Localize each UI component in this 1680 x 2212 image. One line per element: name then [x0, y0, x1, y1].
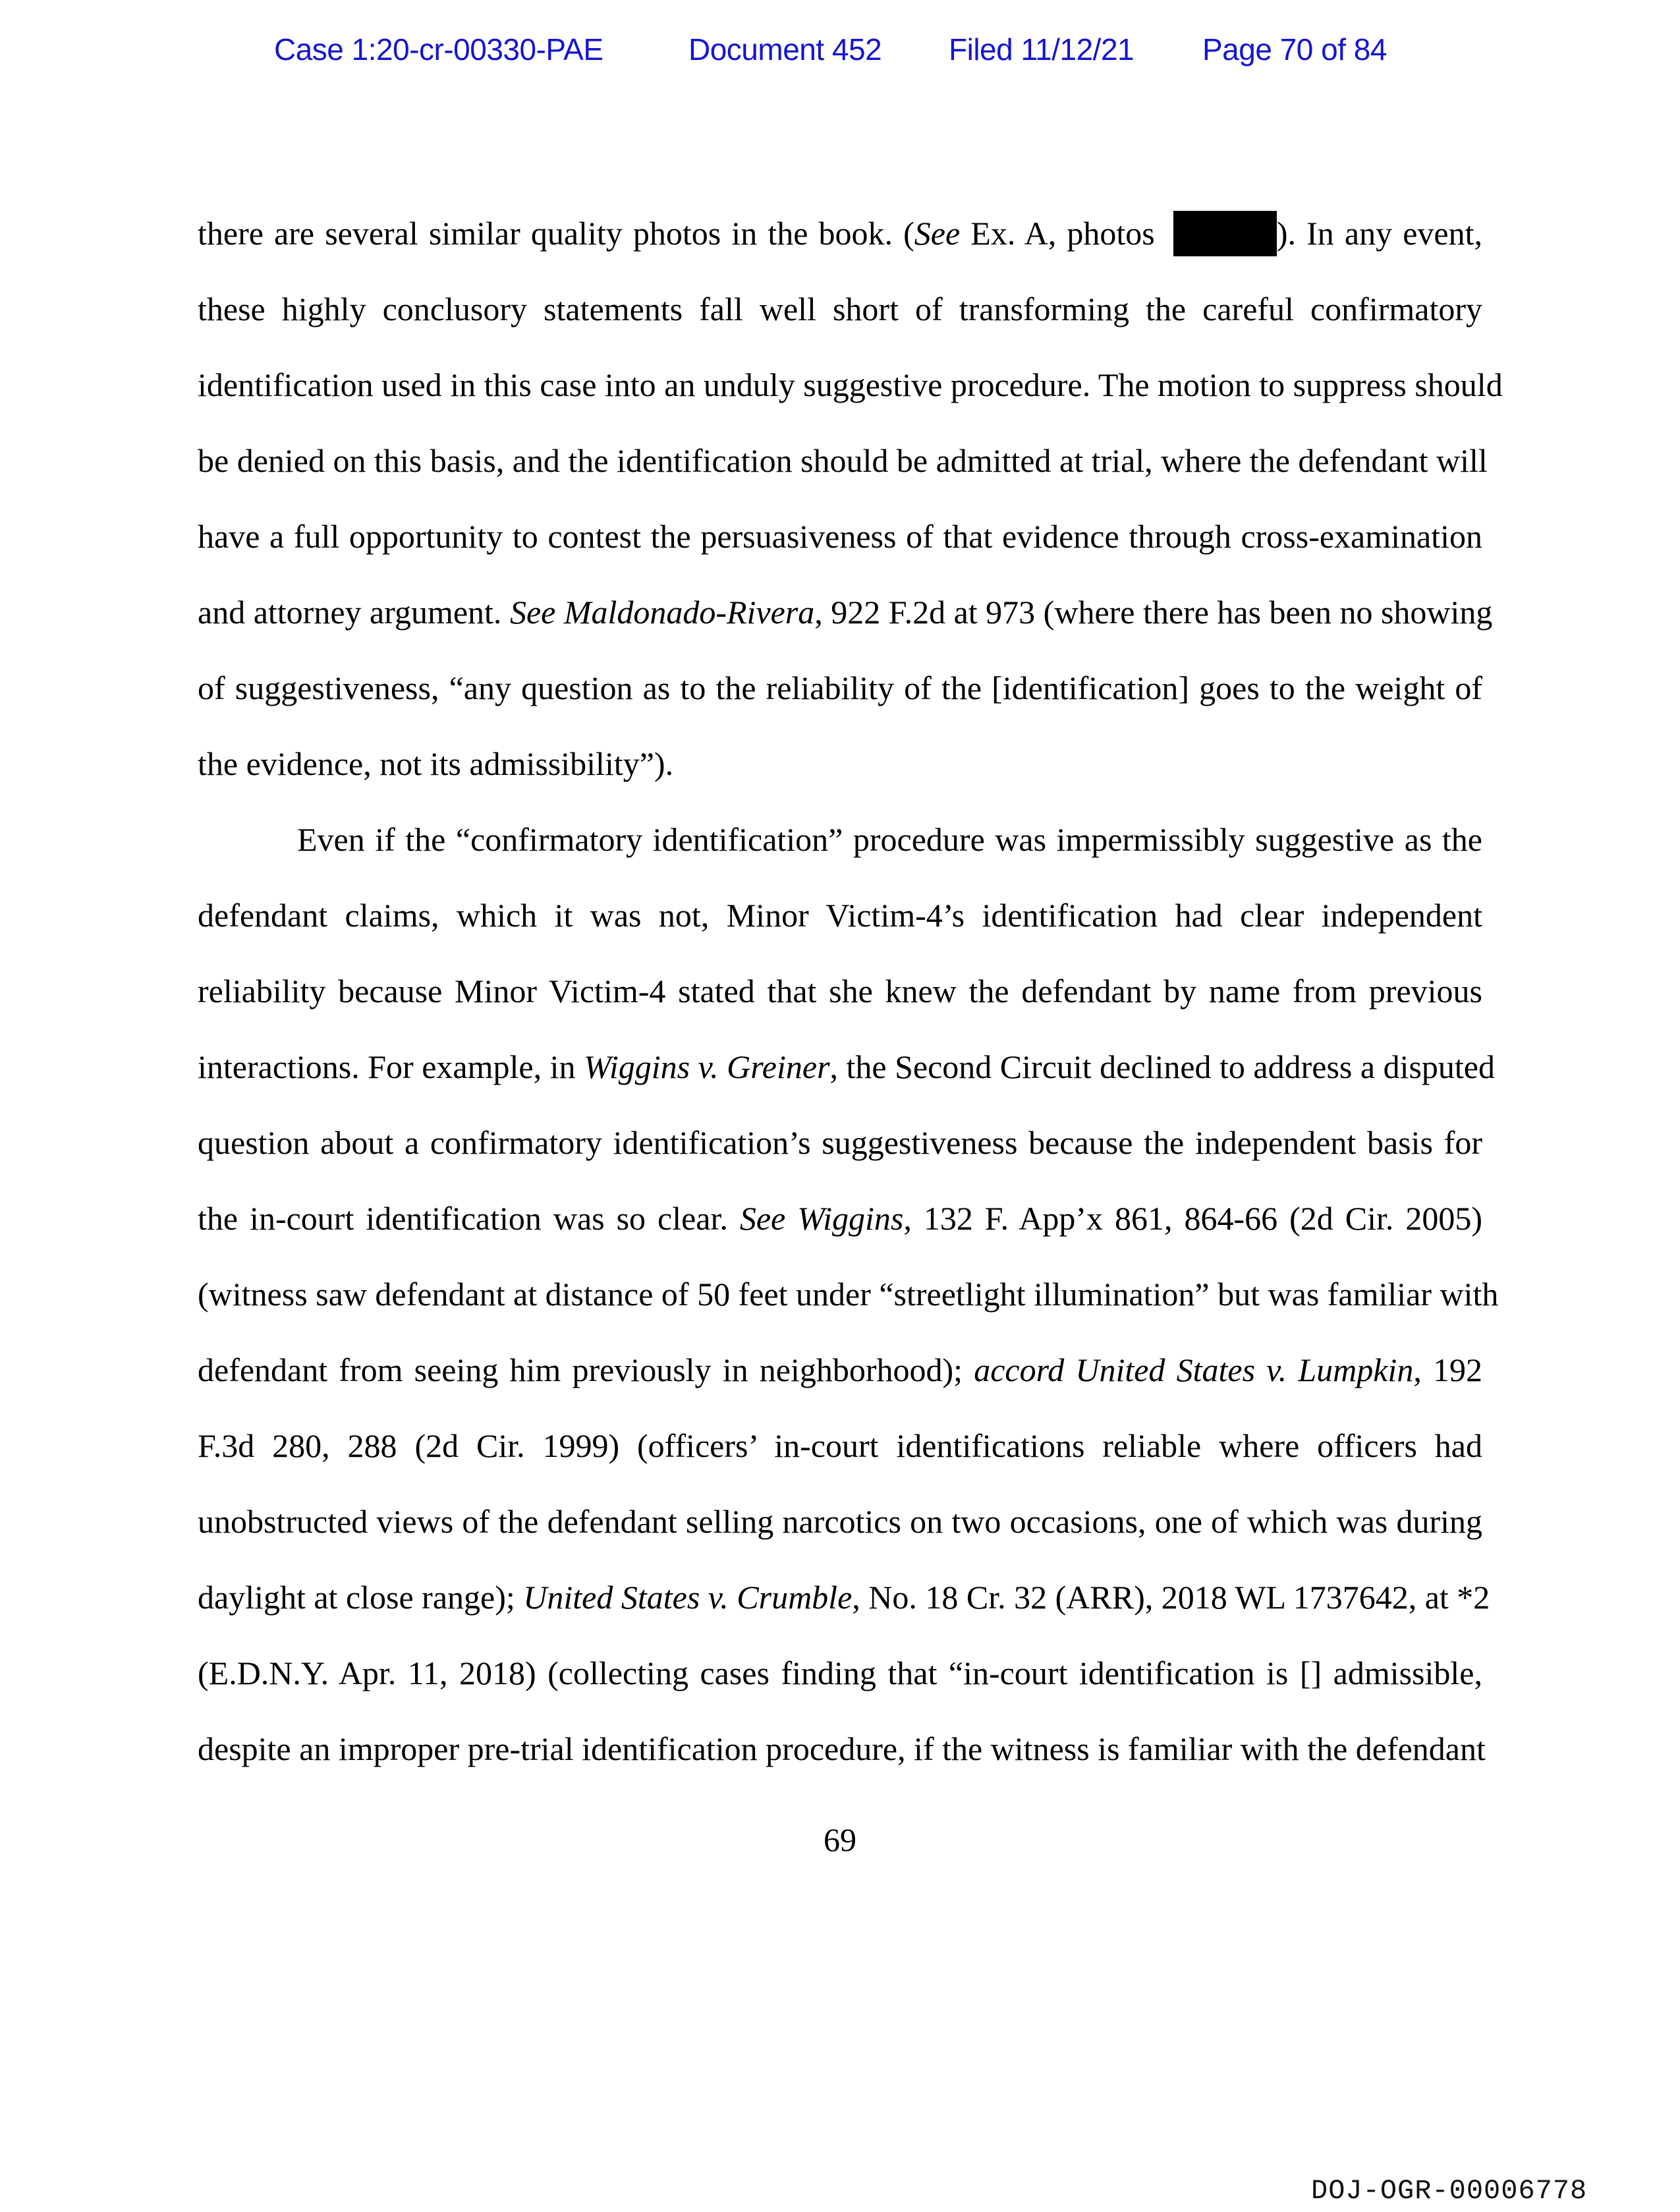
text-line: of suggestiveness, “any question as to the reliability of the [identification] goes to the weight of	[198, 669, 1482, 706]
text-line: (E.D.N.Y. Apr. 11, 2018) (collecting cases finding that “in-court identification is [] admissible,	[198, 1655, 1482, 1691]
text-line: reliability because Minor Victim-4 stated that she knew the defendant by name from previous	[198, 973, 1482, 1009]
text-line: question about a confirmatory identification’s suggestiveness because the independent basis for	[198, 1124, 1482, 1161]
ecf-filing-header	[274, 32, 1387, 69]
text-line: defendant from seeing him previously in neighborhood); accord United States v. Lumpkin, 192	[198, 1351, 1482, 1388]
case-citation: See Wiggins	[739, 1200, 904, 1237]
case-citation: Wiggins v. Greiner	[583, 1048, 830, 1085]
paragraph-2	[198, 802, 1499, 1787]
citation-signal: See	[914, 215, 961, 252]
bates-number: DOJ-OGR-00006778	[1311, 2175, 1588, 2207]
case-citation: accord United States v. Lumpkin	[974, 1351, 1414, 1388]
document-number: Document 452	[688, 32, 882, 67]
text-line: identification used in this case into an unduly suggestive procedure. The motion to suppress should	[198, 366, 1503, 403]
page-number: 69	[824, 1821, 856, 1858]
text-line: there are several similar quality photos in the book. (See Ex. A, photos ). In any event,	[198, 196, 1482, 271]
text-line: Even if the “confirmatory identification” procedure was impermissibly suggestive as the	[297, 821, 1482, 858]
text-line: these highly conclusory statements fall well short of transforming the careful confirmatory	[198, 291, 1482, 327]
text-line: the in-court identification was so clear. See Wiggins, 132 F. App’x 861, 864-66 (2d Cir. 2005)	[198, 1200, 1482, 1237]
text-line: F.3d 280, 288 (2d Cir. 1999) (officers’ in-court identifications reliable where officers had	[198, 1427, 1482, 1464]
text-line: be denied on this basis, and the identification should be admitted at trial, where the defendant will	[198, 442, 1488, 479]
page-count: Page 70 of 84	[1202, 32, 1387, 67]
text-line: interactions. For example, in Wiggins v. Greiner, the Second Circuit declined to address a disputed	[198, 1048, 1496, 1085]
text-line: have a full opportunity to contest the persuasiveness of that evidence through cross-examination	[198, 518, 1482, 555]
text-line: unobstructed views of the defendant selling narcotics on two occasions, one of which was during	[198, 1503, 1482, 1540]
text-line: daylight at close range); United States v. Crumble, No. 18 Cr. 32 (ARR), 2018 WL 1737642, at *2	[198, 1579, 1490, 1616]
body-text	[198, 196, 1503, 1787]
text-line: (witness saw defendant at distance of 50 feet under “streetlight illumination” but was familiar with	[198, 1276, 1499, 1313]
filed-date: Filed 11/12/21	[949, 32, 1134, 67]
case-citation: United States v. Crumble	[523, 1579, 853, 1616]
text-line: and attorney argument. See Maldonado-Rivera, 922 F.2d at 973 (where there has been no showing	[198, 594, 1493, 631]
text-line: despite an improper pre-trial identification procedure, if the witness is familiar with the defendant	[198, 1730, 1486, 1767]
text-line: defendant claims, which it was not, Minor Victim-4’s identification had clear independent	[198, 897, 1482, 934]
redaction-box	[1173, 211, 1277, 256]
text-line: the evidence, not its admissibility”).	[198, 745, 674, 782]
case-citation: See Maldonado-Rivera	[509, 594, 815, 631]
case-number: Case 1:20-cr-00330-PAE	[274, 32, 603, 67]
paragraph-1	[198, 196, 1503, 802]
